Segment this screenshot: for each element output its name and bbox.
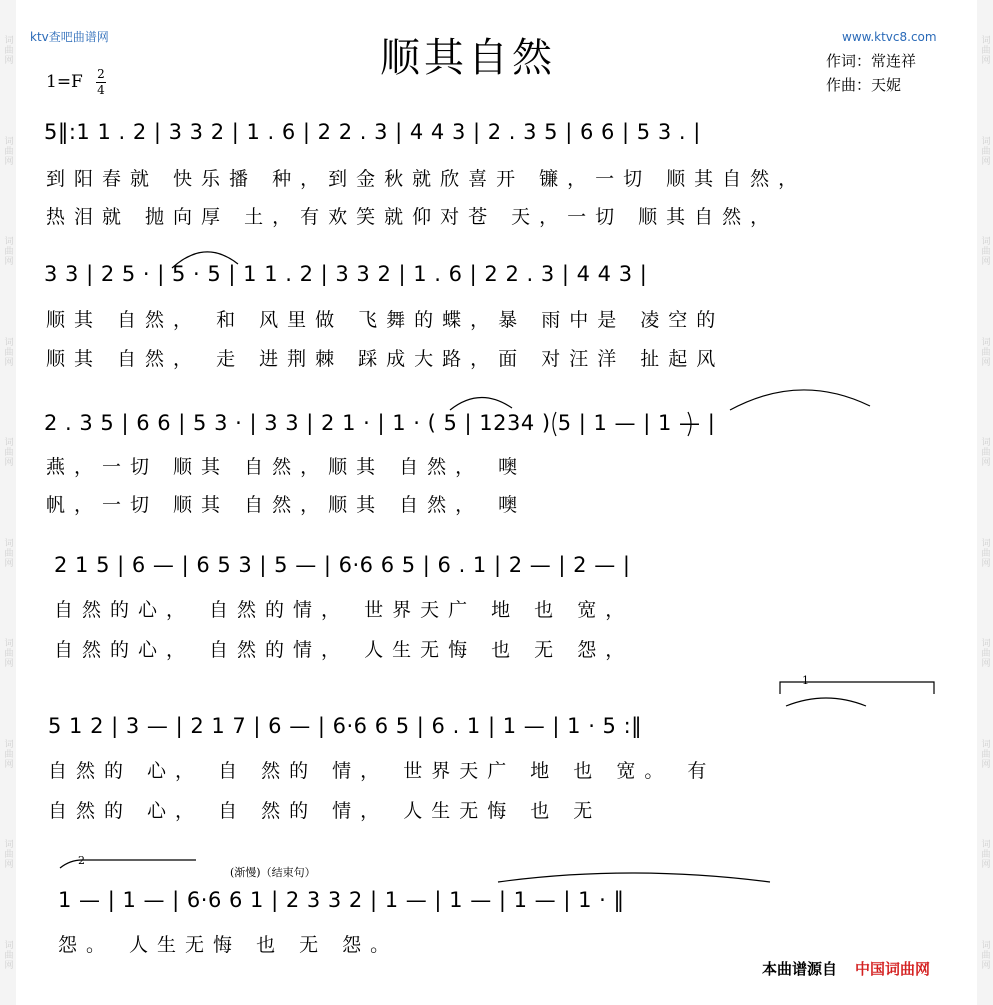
- meter-top: 2: [97, 67, 105, 81]
- notation-line-6: 1 — | 1 — | 6·6 6 1 | 2 3 3 2 | 1 — | 1 — | 1 — | 1 · ‖: [58, 888, 625, 912]
- slur-mark: [786, 698, 866, 706]
- bracket-mark: [688, 412, 691, 436]
- notation-line-2: 3 3 | 2 5 · | 5 · 5 | 1 1 . 2 | 3 3 2 | 1 . 6 | 2 2 . 3 | 4 4 3 |: [44, 262, 648, 286]
- site-url: www.ktvc8.com: [842, 30, 937, 44]
- bracket-mark: [553, 412, 556, 436]
- lyric-line-2b: 顺其 自然， 走 进荆棘 踩成大路，面 对汪洋 扯起风: [46, 348, 725, 370]
- watermark-text: 词曲网: [2, 939, 13, 970]
- source-site-link[interactable]: 中国词曲网: [855, 960, 931, 978]
- slur-mark: [450, 397, 512, 410]
- lyric-line-6a: 怨。 人生无悔 也 无 怨。: [58, 934, 399, 956]
- watermark-text: 词曲网: [979, 336, 990, 367]
- watermark-text: 词曲网: [2, 738, 13, 769]
- volta-2-label: 2: [78, 854, 85, 867]
- tempo-annotation: (渐慢)（结束句）: [230, 866, 316, 879]
- key-signature: 1=F: [46, 72, 83, 92]
- watermark-text: 词曲网: [979, 236, 990, 267]
- lyric-line-5b: 自然的 心， 自 然的 情， 人生无悔 也 无: [48, 800, 602, 822]
- lyric-line-1b: 热泪就 抛向厚 土，有欢笑就仰对苍 天，一切 顺其自然，: [46, 206, 779, 228]
- lyric-line-3b: 帆，一切 顺其 自然，顺其 自然， 噢: [46, 494, 527, 516]
- watermark-text: 词曲网: [2, 437, 13, 468]
- meter-bottom: 4: [97, 83, 105, 97]
- lyric-line-5a: 自然的 心， 自 然的 情， 世界天广 地 也 宽。 有: [48, 760, 716, 782]
- watermark-text: 词曲网: [979, 638, 990, 669]
- lyric-line-2a: 顺其 自然， 和 风里做 飞舞的蝶，暴 雨中是 凌空的: [46, 309, 725, 331]
- volta-bracket-1: [780, 682, 934, 694]
- watermark-text: 词曲网: [979, 839, 990, 870]
- lyric-line-4a: 自然的心， 自然的情， 世界天广 地 也 宽，: [54, 599, 634, 621]
- source-label: 本曲谱源自: [762, 960, 838, 978]
- lyric-line-3a: 燕，一切 顺其 自然，顺其 自然， 噢: [46, 456, 527, 478]
- watermark-text: 词曲网: [979, 537, 990, 568]
- watermark-text: 词曲网: [979, 738, 990, 769]
- watermark-text: 词曲网: [2, 135, 13, 166]
- volta-bracket-2: [60, 860, 196, 868]
- watermark-text: 词曲网: [2, 638, 13, 669]
- slur-mark: [730, 390, 870, 410]
- watermark-text: 词曲网: [2, 236, 13, 267]
- source-credit: [762, 958, 930, 979]
- watermark-text: 词曲网: [979, 135, 990, 166]
- watermark-text: 词曲网: [2, 336, 13, 367]
- song-title: 顺其自然: [380, 35, 556, 81]
- watermark-text: 词曲网: [2, 35, 13, 66]
- lyric-line-1a: 到阳春就 快乐播 种，到金秋就欣喜开 镰，一切 顺其自然，: [46, 168, 807, 190]
- watermark-text: 词曲网: [2, 537, 13, 568]
- notation-line-1: 5‖:1 1 . 2 | 3 3 2 | 1 . 6 | 2 2 . 3 | 4 4 3 | 2 . 3 5 | 6 6 | 5 3 . |: [44, 120, 701, 144]
- watermark-text: 词曲网: [979, 939, 990, 970]
- watermark-text: 词曲网: [979, 35, 990, 66]
- notation-line-4: 2 1 5 | 6 — | 6 5 3 | 5 — | 6·6 6 5 | 6 . 1 | 2 — | 2 — |: [54, 553, 631, 577]
- lyricist-credit: 作词：常连祥: [826, 52, 917, 70]
- watermark-text: 词曲网: [979, 437, 990, 468]
- volta-1-label: 1: [802, 674, 809, 687]
- slur-mark: [172, 252, 238, 268]
- notation-line-5: 5 1 2 | 3 — | 2 1 7 | 6 — | 6·6 6 5 | 6 . 1 | 1 — | 1 · 5 :‖: [48, 714, 643, 738]
- notation-line-3: 2 . 3 5 | 6 6 | 5 3 · | 3 3 | 2 1 · | 1 · ( 5 | 1234 ) 5 | 1 — | 1 — |: [44, 411, 716, 435]
- lyric-line-4b: 自然的心， 自然的情， 人生无悔 也 无 怨，: [54, 639, 634, 661]
- site-name-left: ktv查吧曲谱网: [30, 30, 109, 44]
- tie-mark: [498, 873, 770, 882]
- watermark-text: 词曲网: [2, 839, 13, 870]
- composer-credit: 作曲：天妮: [826, 76, 902, 94]
